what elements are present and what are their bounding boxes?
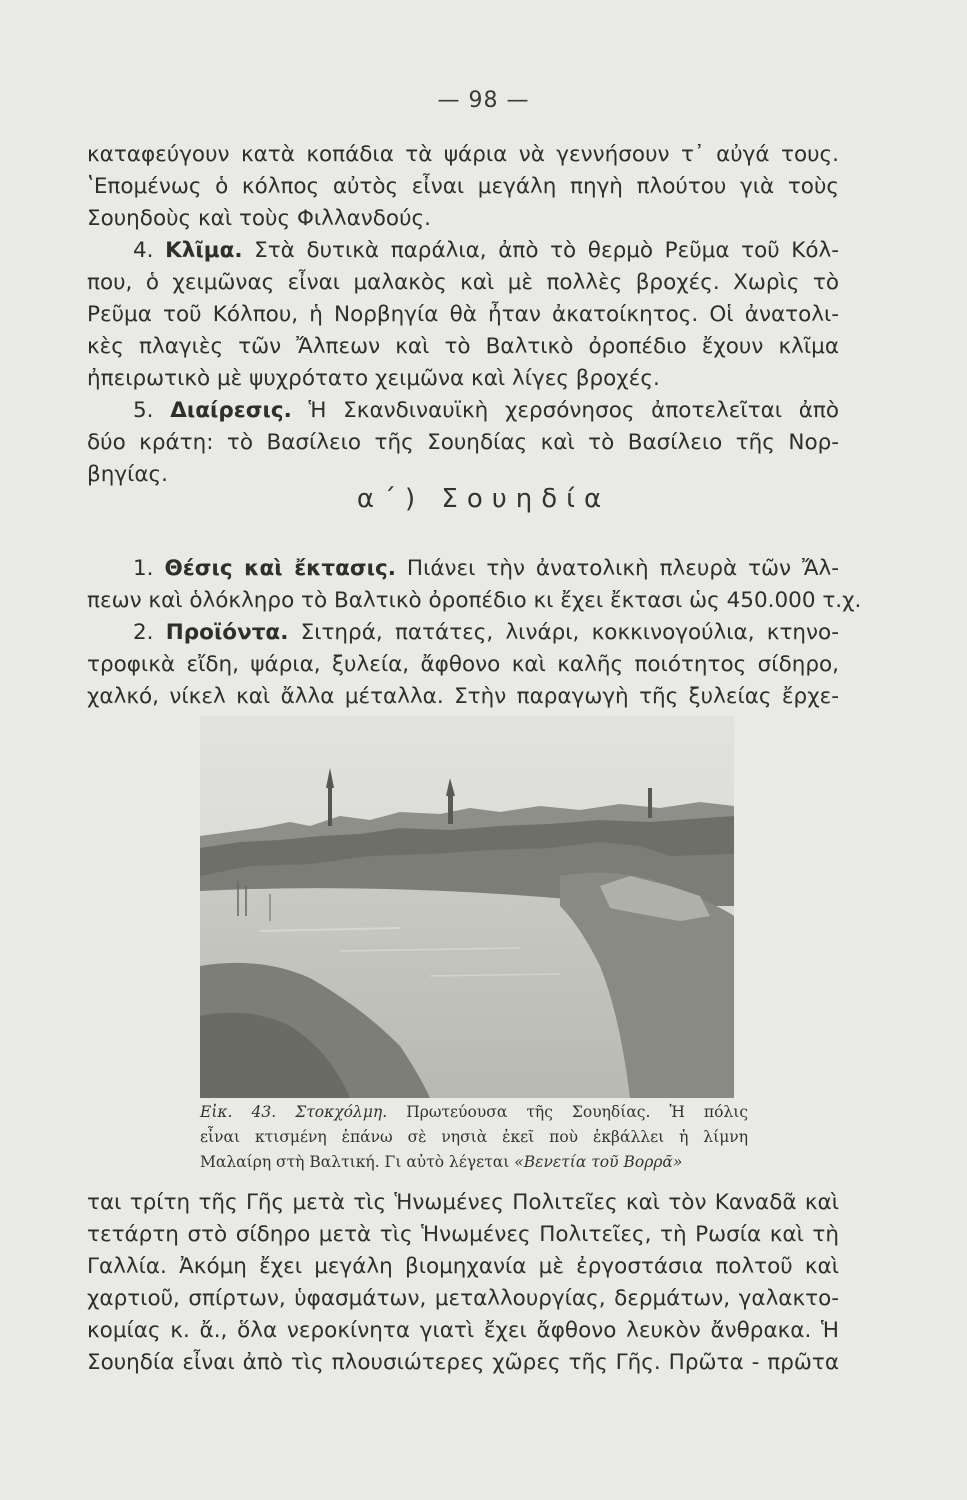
stockholm-photo <box>200 716 734 1098</box>
products-first-line <box>133 618 839 648</box>
text-line: καταφεύγουν κατὰ κοπάδια τὰ ψάρια νὰ γεννήσουν τ᾽ αὐγά τους. <box>87 142 839 167</box>
figure-caption-line-2: εἶναι κτισμένη ἐπάνω σὲ νησιὰ ἐκεῖ ποὺ ἐκβάλλει ἡ λίμνη <box>200 1128 748 1146</box>
text-line: ʽΕπομένως ὁ κόλπος αὐτὸς εἶναι μεγάλη πηγὴ πλούτου γιὰ τοὺς <box>87 174 839 199</box>
position-heading: Θέσις καὶ ἔκτασις. <box>164 556 396 581</box>
text-line: κὲς πλαγιὲς τῶν Ἄλπεων καὶ τὸ Βαλτικὸ ὀροπέδιο ἔχουν κλῖμα <box>87 334 839 359</box>
products-first-text: Σιτηρά, πατάτες, λινάρι, κοκκινογούλια, κτηνο- <box>300 620 839 645</box>
position-first-line <box>133 554 839 584</box>
products-heading: Προϊόντα. <box>165 620 289 645</box>
text-line: πεων καὶ ὁλόκληρο τὸ Βαλτικὸ ὀροπέδιο κι ἔχει ἔκτασι ὡς 450.000 τ.χ. <box>87 588 862 613</box>
text-line: Γαλλία. Ἀκόμη ἔχει μεγάλη βιομηχανία μὲ ἐργοστάσια πολτοῦ καὶ <box>87 1254 839 1279</box>
figure-title: Στοκχόλμη. <box>295 1103 388 1121</box>
divisions-first-line <box>133 396 839 426</box>
figure-caption-line-3-text: Μαλαίρη στὴ Βαλτική. Γι αὐτὸ λέγεται <box>200 1153 510 1171</box>
page-number: — 98 — <box>437 88 530 113</box>
figure-caption-line-1 <box>200 1100 748 1125</box>
text-line: χαλκό, νίκελ καὶ ἄλλα μέταλλα. Στὴν παραγωγὴ τῆς ξυλείας ἔρχε- <box>87 684 839 709</box>
text-line: ται τρίτη τῆς Γῆς μετὰ τὶς Ἡνωμένες Πολιτεῖες καὶ τὸν Καναδᾶ καὶ <box>87 1190 839 1215</box>
text-line: τετάρτη στὸ σίδηρο μετὰ τὶς Ἡνωμένες Πολιτεῖες, τὴ Ρωσία καὶ τὴ <box>87 1222 839 1247</box>
text-line: Ρεῦμα τοῦ Κόλπου, ἡ Νορβηγία θὰ ἦταν ἀκατοίκητος. Οἱ ἀνατολι- <box>87 302 839 327</box>
climate-number: 4. <box>133 238 154 263</box>
section-title: α΄) Σουηδία <box>356 484 611 514</box>
text-line: κομίας κ. ἄ., ὅλα νεροκίνητα γιατὶ ἔχει ἄφθονο λευκὸν ἄνθρακα. Ἡ <box>87 1318 839 1343</box>
text-line: τροφικὰ εἴδη, ψάρια, ξυλεία, ἄφθονο καὶ καλῆς ποιότητος σίδηρο, <box>87 652 839 677</box>
position-number: 1. <box>133 556 154 581</box>
figure-caption-first: Πρωτεύουσα τῆς Σουηδίας. Ἡ πόλις <box>406 1103 748 1121</box>
text-line: βηγίας. <box>87 462 168 487</box>
figure-caption-line-3 <box>200 1150 748 1175</box>
figure-caption-quote: «Βενετία τοῦ Βορρᾶ» <box>514 1153 683 1171</box>
climate-first-line <box>133 236 839 266</box>
text-line: ἠπειρωτικὸ μὲ ψυχρότατο χειμῶνα καὶ λίγες βροχές. <box>87 366 660 391</box>
position-first-text: Πιάνει τὴν ἀνατολικὴ πλευρὰ τῶν Ἄλ- <box>406 556 840 581</box>
text-line: δύο κράτη: τὸ Βασίλειο τῆς Σουηδίας καὶ τὸ Βασίλειο τῆς Νορ- <box>87 430 839 455</box>
text-line: που, ὁ χειμῶνας εἶναι μαλακὸς καὶ μὲ πολλὲς βροχές. Χωρὶς τὸ <box>87 270 839 295</box>
divisions-heading: Διαίρεσις. <box>170 398 292 423</box>
products-number: 2. <box>133 620 154 645</box>
text-line: Σουηδία εἶναι ἀπὸ τὶς πλουσιώτερες χῶρες τῆς Γῆς. Πρῶτα - πρῶτα <box>87 1350 839 1375</box>
divisions-first-text: Ἡ Σκανδιναυϊκὴ χερσόνησος ἀποτελεῖται ἀπὸ <box>308 398 839 423</box>
divisions-number: 5. <box>133 398 154 423</box>
text-line: Σουηδοὺς καὶ τοὺς Φιλλανδούς. <box>87 206 431 231</box>
figure-label: Εἰκ. 43. <box>200 1103 277 1121</box>
climate-first-text: Στὰ δυτικὰ παράλια, ἀπὸ τὸ θερμὸ Ρεῦμα τοῦ Κόλ- <box>254 238 840 263</box>
climate-heading: Κλῖμα. <box>165 238 243 263</box>
stockholm-photo-illustration <box>200 716 734 1098</box>
text-line: χαρτιοῦ, σπίρτων, ὑφασμάτων, μεταλλουργίας, δερμάτων, γαλακτο- <box>87 1286 839 1311</box>
